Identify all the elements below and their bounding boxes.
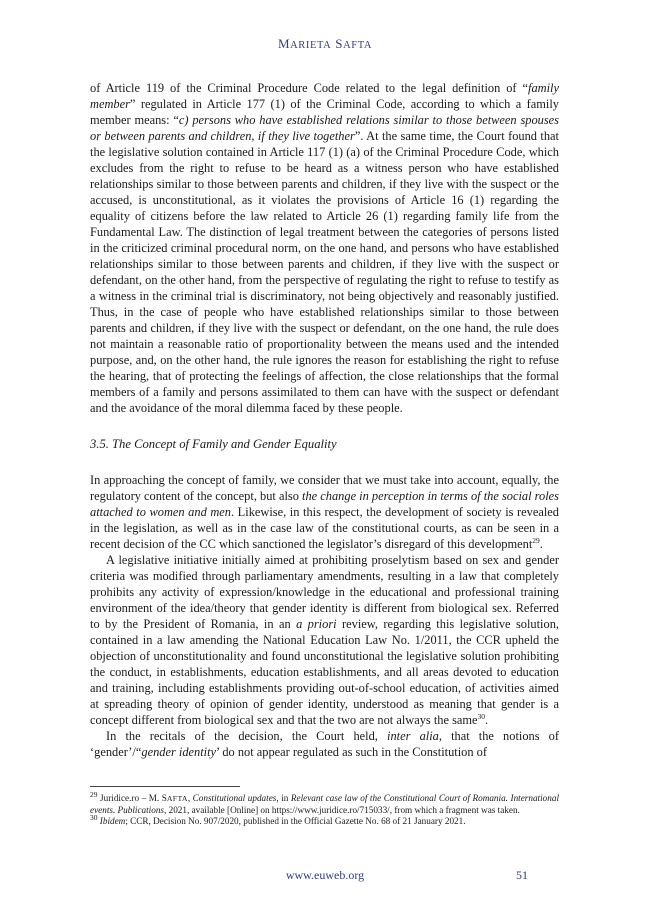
page-number: 51 bbox=[516, 868, 528, 882]
paragraph-concept-family: In approaching the concept of family, we consider that we must take into account, equally, the regulatory content of the concept, but also the change in perception in terms of the social roles attached to women and men. Likewise, in this respect, the development of society is revealed in the legislation, as well as in the case law of the constitutional courts, as can be seen in a recent decision of the CC which sanctioned the legislator’s disregard of this development$^{29}$. bbox=[90, 473, 559, 551]
footer-url[interactable]: www.euweb.org bbox=[285, 868, 365, 882]
section-heading-3-5: 3.5. The Concept of Family and Gender Equality bbox=[90, 437, 337, 451]
footnote-separator bbox=[90, 786, 240, 787]
paragraph-text: of Article 119 of the Criminal Procedure Code related to the legal definition of “family member” regulated in Article 177 (1) of the Criminal Code, according to which a family member means: “c) persons who have established relations similar to those between spouses or between parents and children, if they live together”. At the same time, the Court found that the legislative solution contained in Article 117 (1) (a) of the Criminal Procedure Code, which excludes from the right to refuse to be heard as a witness person who have established relationships similar to those between parents and children, if they live with the suspect or the accused, is unconstitutional, as it violates the provisions of Article 16 (1) regarding the equality of citizens before the law related to Article 26 (1) regarding family life from the Fundamental Law. The distinction of legal treatment between the categories of persons listed in the criticized criminal procedural norm, on the one hand, and persons who have established relationships similar to those between parents and children, if they live with the suspect or defendant, on the other hand, from the perspective of regulating the right to refuse to testify as a witness in the criminal trial is discriminatory, not being objectively and reasonably justified. Thus, in the case of people who have established relationships similar to those between parents and children, if they live with the suspect or defendant, on the one hand, the rule does not maintain a reasonable ratio of proportionality between the means used and the intended purpose, and, on the other hand, the rule ignores the reason for establishing the right to refuse the hearing, that of protecting the feelings of affection, the close relationships that the formal members of a family and persons assimilated to them can have with the suspect or defendant and the avoidance of the moral dilemma faced by these people. bbox=[90, 81, 559, 415]
author-last-rest: AFTA bbox=[343, 40, 373, 51]
paragraph-legislative-initiative: A legislative initiative initially aimed at prohibiting proselytism based on sex and gender criteria was modified through parliamentary amendments, resulting in a law that completely prohibits any activity of expression/knowledge in the educational and professional training environment of the idea/theory that gender identity is different from biological sex. Referred to by the President of Romania, in an a priori review, regarding this legislative solution, contained in a law amending the National Education Law No. 1/2011, the CCR upheld the objection of unconstitutionality and found unconstitutional the legislative solution prohibiting the conduct, in establishments, education establishments, and all areas devoted to education and training, including establishments providing out-of-school education, of activities aimed at spreading theory of opinion of gender identity, understood as meaning that gender is a concept different from biological sex and that the two are not always the same$^{30}$. bbox=[90, 553, 559, 727]
author-first-rest: ARIETA bbox=[290, 40, 332, 51]
footnotes bbox=[90, 789, 559, 828]
footnote-ref-29[interactable]: 29 bbox=[532, 535, 540, 545]
footnote-ref-30[interactable]: 30 bbox=[477, 711, 486, 721]
footnote-29: $^{29}$ Juridice.ro – M. SAFTA, Constitutional updates, in Relevant case law of the Constitutional Court of Romania. International events. Publications, 2021, available [Online] on https://www.juridice.ro/715033/, from which a fragment was taken. bbox=[90, 789, 559, 815]
running-head bbox=[0, 36, 650, 52]
section-body bbox=[90, 472, 559, 760]
author-initial-s: S bbox=[335, 36, 344, 51]
author-initial-m: M bbox=[277, 36, 291, 51]
paragraph-article-119 bbox=[90, 80, 559, 416]
footnote-30: $^{30}$ Ibidem; CCR, Decision No. 907/2020, published in the Official Gazette No. 68 of 21 January 2021. bbox=[90, 812, 466, 826]
paragraph-recitals: In the recitals of the decision, the Court held, inter alia, that the notions of ‘gender’/“gender identity’ do not appear regulated as such in the Constitution of bbox=[90, 729, 559, 759]
